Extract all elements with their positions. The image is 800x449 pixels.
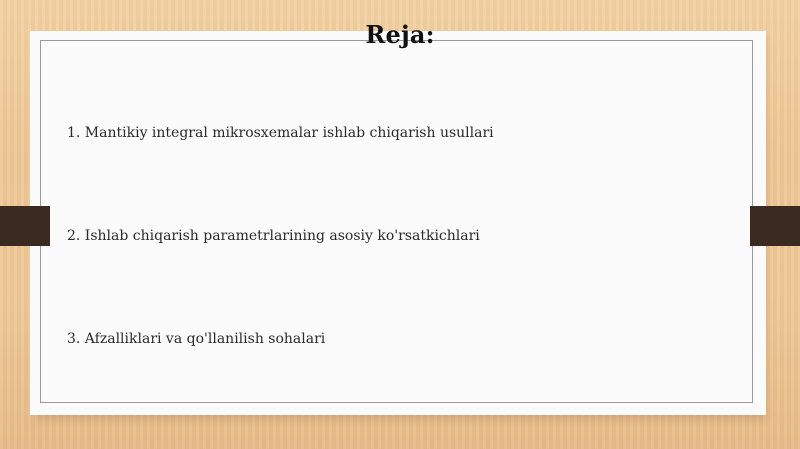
plan-item-2: 2. Ishlab chiqarish parametrlarining asosiy ko'rsatkichlari — [67, 228, 480, 244]
slide-title: Reja: — [365, 20, 435, 49]
slide-board — [30, 31, 766, 415]
plan-item-1: 1. Mantikiy integral mikrosxemalar ishlab chiqarish usullari — [67, 125, 494, 141]
left-clip — [0, 206, 50, 246]
right-clip — [750, 206, 800, 246]
board-border — [40, 40, 753, 403]
plan-item-3: 3. Afzalliklari va qo'llanilish sohalari — [67, 331, 326, 347]
